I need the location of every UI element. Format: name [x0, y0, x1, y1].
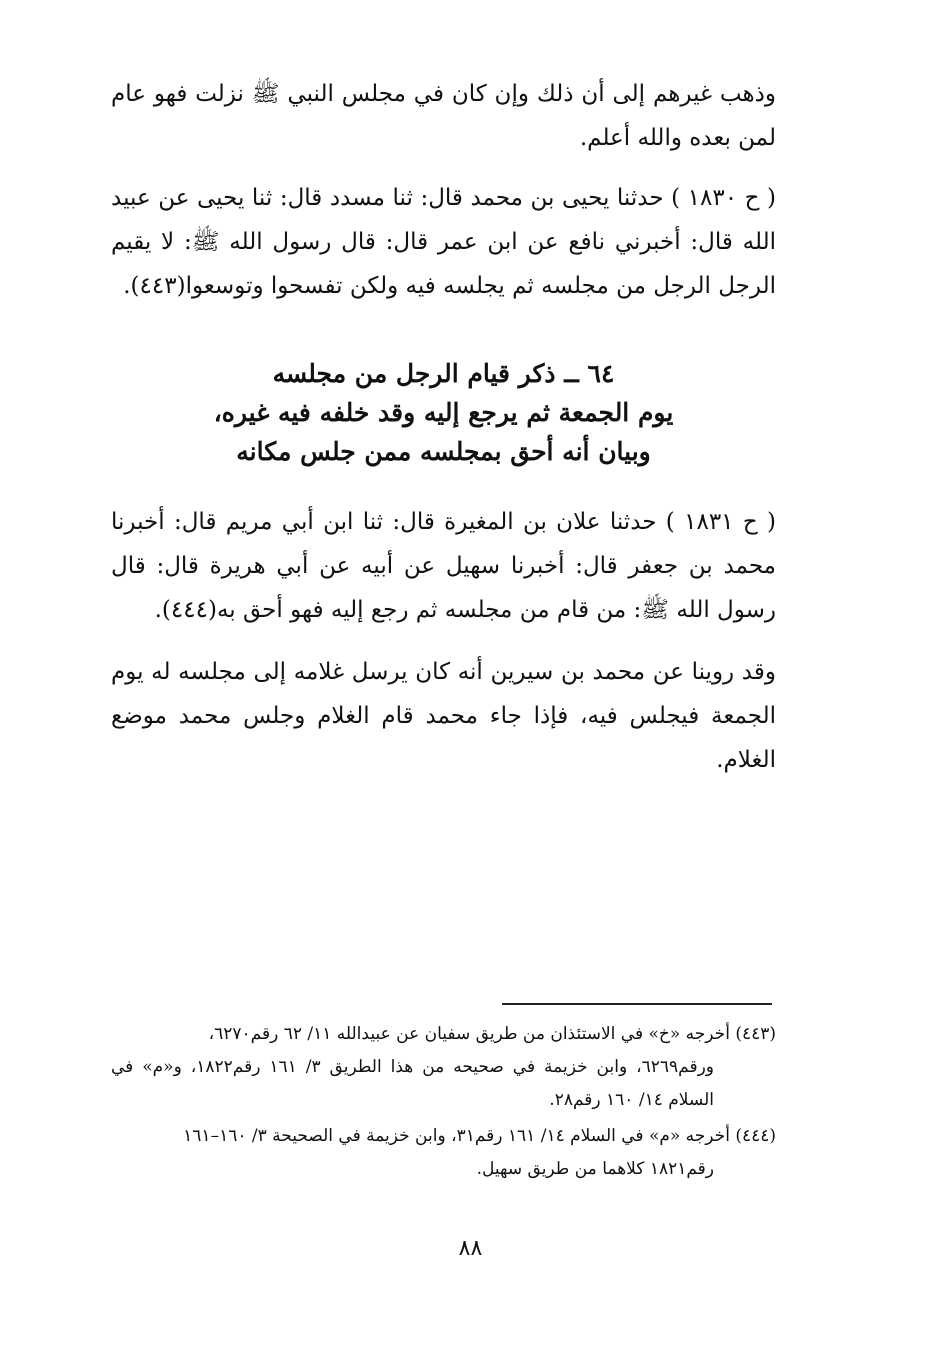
paragraph-ibn-sirin: وقد روينا عن محمد بن سيرين أنه كان يرسل غلامه إلى مجلسه له يوم الجمعة فيجلس فيه، فإذا جاء محمد قام الغلام وجلس محمد موضع الغلام.	[111, 659, 776, 773]
footnote-444-first-line: (٤٤٤) أخرجه «م» في السلام ١٤/ ١٦١ رقم٣١، وابن خزيمة في الصحيحة ٣/ ١٦٠–١٦١	[183, 1126, 776, 1146]
page-number: ٨٨	[458, 1236, 483, 1261]
footnote-444-continuation: رقم١٨٢١ كلاهما من طريق سهيل.	[476, 1159, 714, 1179]
heading-line-2: يوم الجمعة ثم يرجع إليه وقد خلفه فيه غيره،	[213, 398, 674, 427]
hadith-1831: ( ح ١٨٣١ ) حدثنا علان بن المغيرة قال: ثنا ابن أبي مريم قال: أخبرنا محمد بن جعفر قال: أخبرنا سهيل عن أبيه عن أبي هريرة قال: قال رسول الله ﷺ: من قام من مجلسه ثم رجع إليه فهو أحق به(٤٤٤).	[111, 509, 776, 623]
chapter-heading	[111, 354, 776, 471]
footnotes	[111, 1018, 776, 1189]
paragraph-opinion: وذهب غيرهم إلى أن ذلك وإن كان في مجلس النبي ﷺ نزلت فهو عام لمن بعده والله أعلم.	[111, 81, 776, 151]
footnote-444	[111, 1120, 776, 1186]
footnote-443	[111, 1018, 776, 1117]
footnote-443-continuation: ورقم٦٢٦٩، وابن خزيمة في صحيحه من هذا الطريق ٣/ ١٦١ رقم١٨٢٢، و«م» في السلام ١٤/ ١٦٠ رقم٢٨.	[111, 1057, 714, 1110]
footnote-separator	[502, 1003, 772, 1005]
heading-line-3: وبيان أنه أحق بمجلسه ممن جلس مكانه	[236, 437, 651, 466]
footnote-443-first-line: (٤٤٣) أخرجه «خ» في الاستئذان من طريق سفيان عن عبيدالله ١١/ ٦٢ رقم٦٢٧٠،	[208, 1024, 776, 1044]
hadith-1830: ( ح ١٨٣٠ ) حدثنا يحيى بن محمد قال: ثنا مسدد قال: ثنا يحيى عن عبيد الله قال: أخبرني نافع عن ابن عمر قال: قال رسول الله ﷺ: لا يقيم الرجل الرجل من مجلسه ثم يجلسه فيه ولكن تفسحوا وتوسعوا(٤٤٣).	[111, 185, 776, 299]
heading-line-1: ٦٤ ــ ذكر قيام الرجل من مجلسه	[272, 359, 615, 388]
